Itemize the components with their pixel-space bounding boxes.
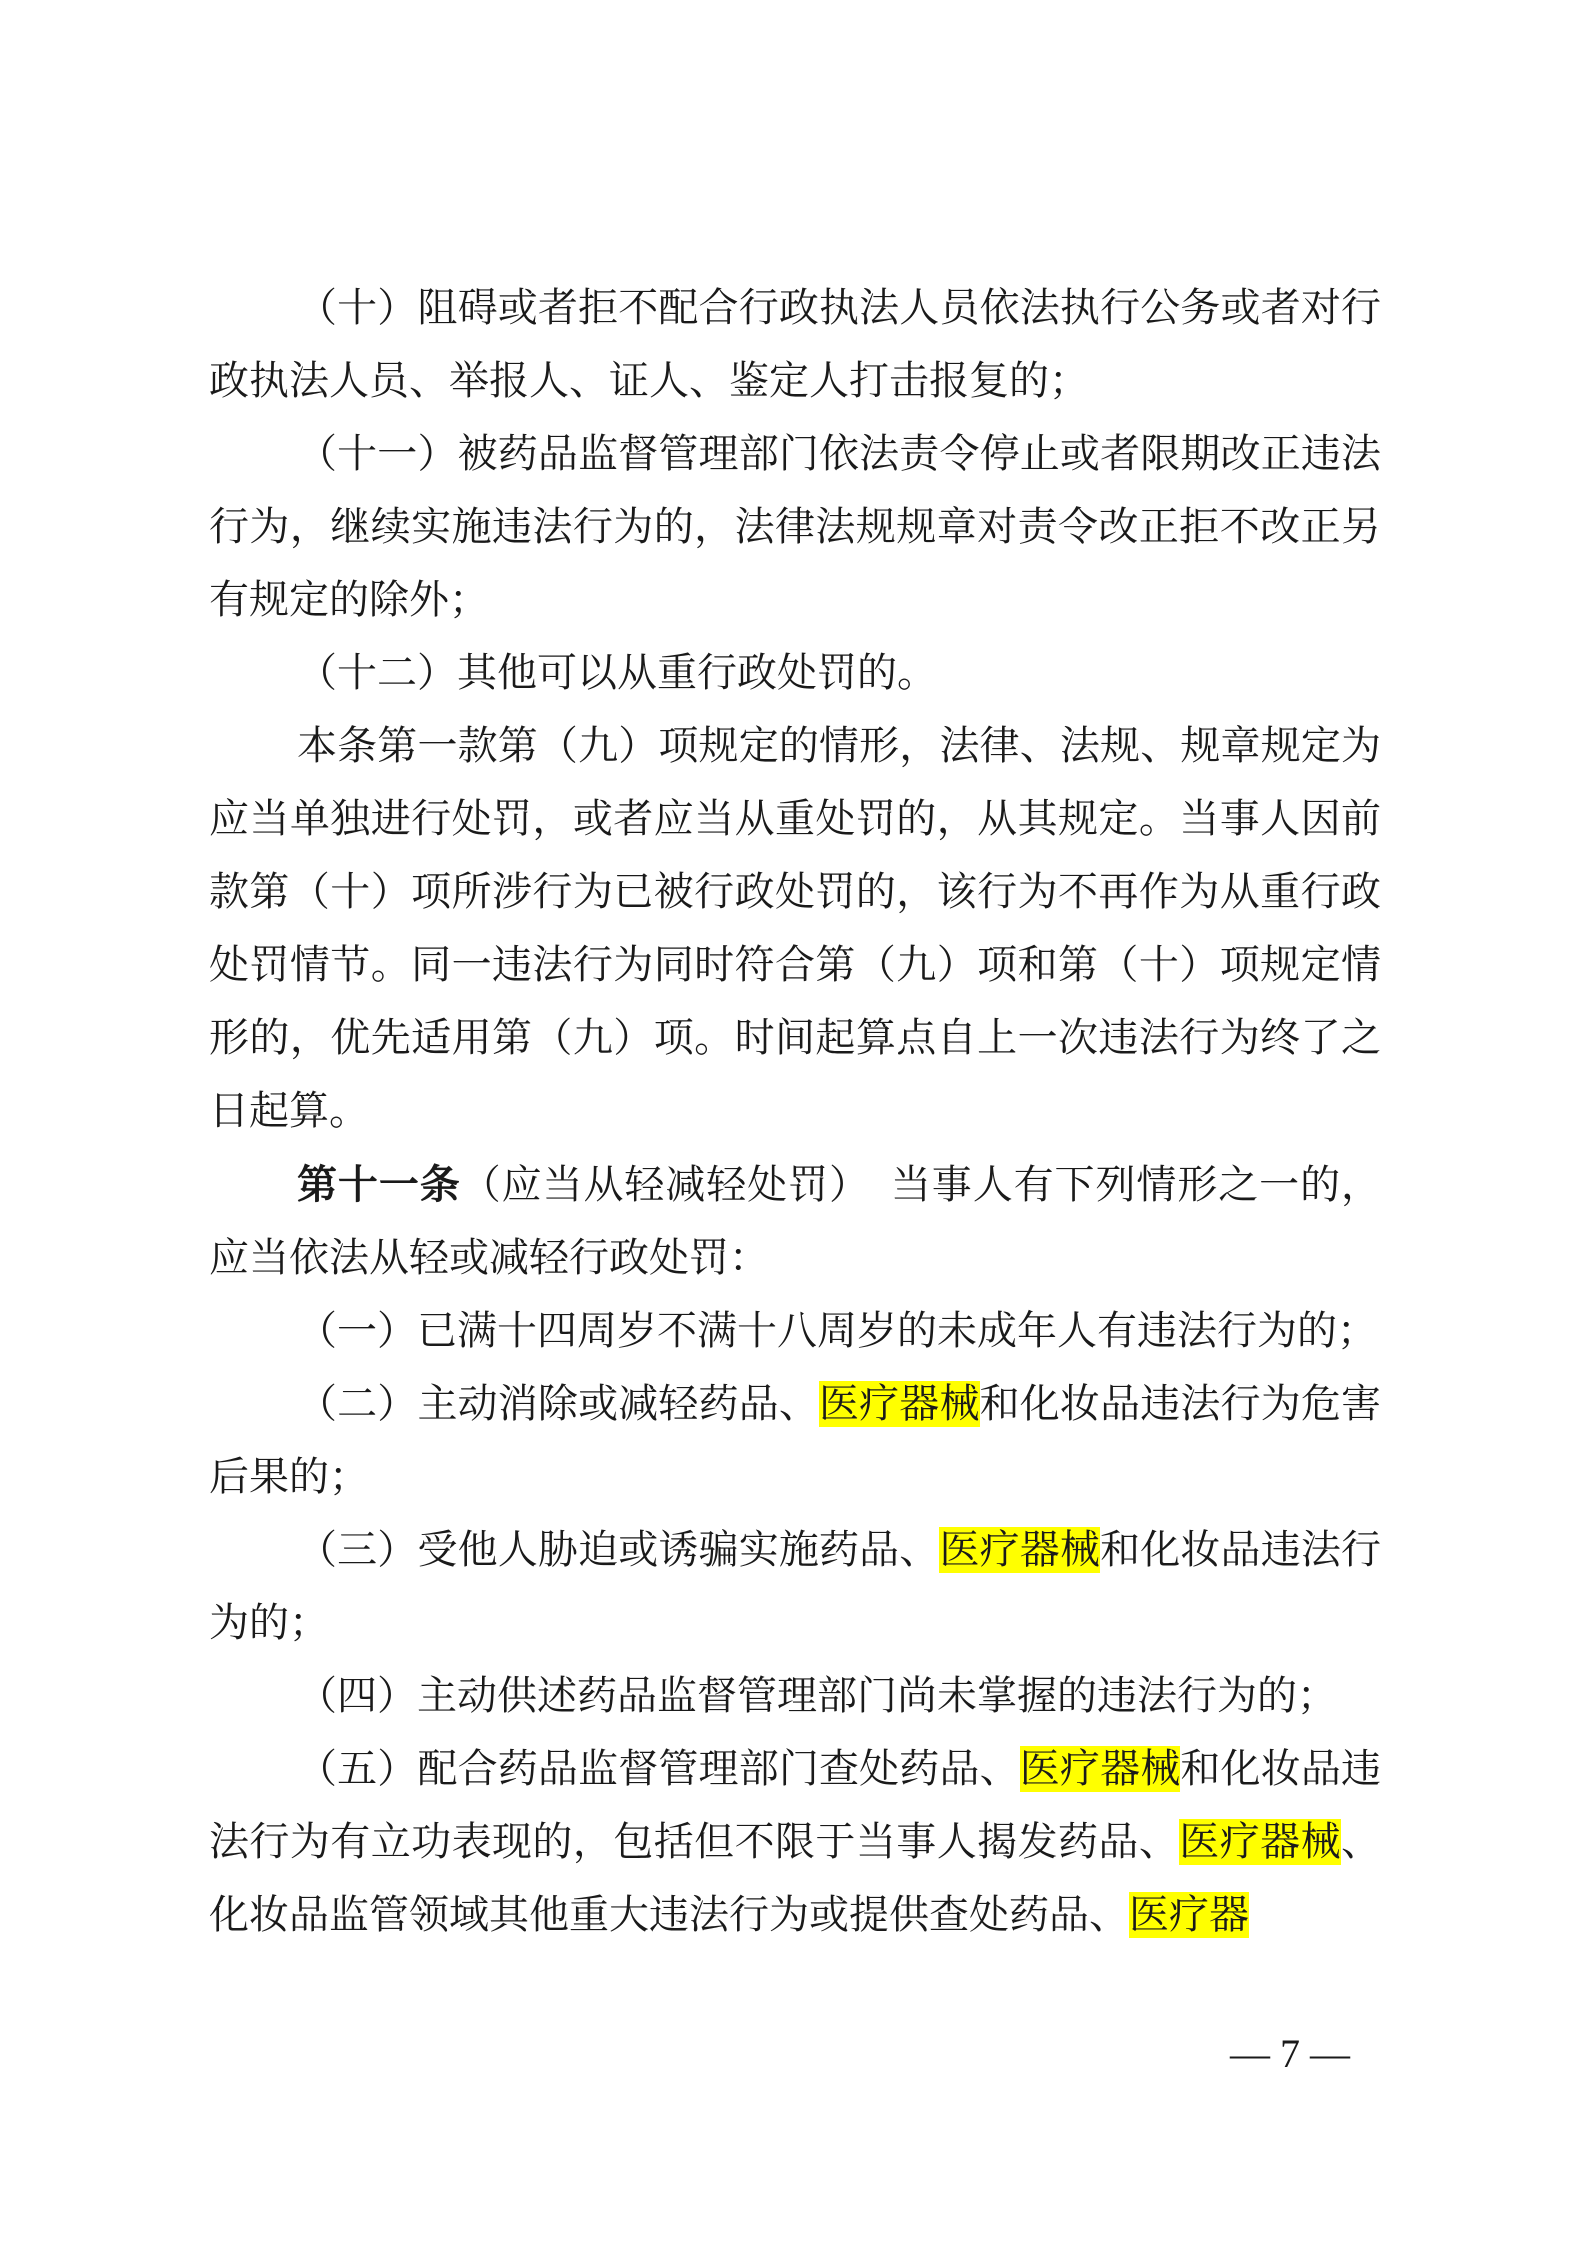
highlighted-term: 医疗器	[1129, 1892, 1249, 1938]
paragraph-item-4: （四）主动供述药品监督管理部门尚未掌握的违法行为的；	[297, 1673, 1337, 1719]
document-body	[209, 272, 1381, 1952]
paragraph-item-12: （十二）其他可以从重行政处罚的。	[297, 650, 937, 696]
highlighted-term: 医疗器械	[1179, 1819, 1342, 1865]
paragraph-item-3	[209, 1514, 1381, 1660]
article-heading-text: （应当从轻减轻处罚） 当事人有下列情形之一的，应当依法从轻或减轻行政处罚：	[209, 1162, 1382, 1281]
highlighted-term: 医疗器械	[1019, 1746, 1181, 1792]
text-segment: 和化妆品违法行为危害后果的；	[209, 1381, 1382, 1500]
paragraph-item-1: （一）已满十四周岁不满十八周岁的未成年人有违法行为的；	[297, 1308, 1377, 1354]
article-11-heading	[209, 1148, 1381, 1295]
paragraph-item-11: （十一）被药品监督管理部门依法责令停止或者限期改正违法行为，继续实施违法行为的，法律法规规章对责令改正拒不改正另有规定的除外；	[209, 431, 1381, 623]
text-segment: 、化妆品监管领域其他重大违法行为或提供查处药品、	[209, 1819, 1382, 1938]
text-segment: （五）配合药品监督管理部门查处药品、	[297, 1746, 1020, 1792]
paragraph-item-2	[209, 1368, 1381, 1514]
page-number: — 7 —	[1230, 2031, 1350, 2076]
paragraph-item-10: （十）阻碍或者拒不配合行政执法人员依法执行公务或者对行政执法人员、举报人、证人、鉴定人打击报复的；	[209, 285, 1381, 404]
text-segment: 和化妆品违法行为的；	[209, 1527, 1382, 1646]
text-segment: （二）主动消除或减轻药品、	[297, 1381, 819, 1427]
paragraph-item-5	[209, 1733, 1381, 1952]
text-segment: 和化妆品违法行为有立功表现的，包括但不限于当事人揭发药品、	[209, 1746, 1382, 1865]
highlighted-term: 医疗器械	[819, 1381, 980, 1427]
text-segment: （三）受他人胁迫或诱骗实施药品、	[297, 1527, 940, 1573]
article-number: 第十一条	[297, 1161, 461, 1208]
highlighted-term: 医疗器械	[939, 1527, 1101, 1573]
paragraph-clause-note: 本条第一款第（九）项规定的情形，法律、法规、规章规定为应当单独进行处罚，或者应当从重处罚的，从其规定。当事人因前款第（十）项所涉行为已被行政处罚的，该行为不再作为从重行政处罚情节。同一违法行为同时符合第（九）项和第（十）项规定情形的，优先适用第（九）项。时间起算点自上一次违法行为终了之日起算。	[209, 723, 1381, 1134]
